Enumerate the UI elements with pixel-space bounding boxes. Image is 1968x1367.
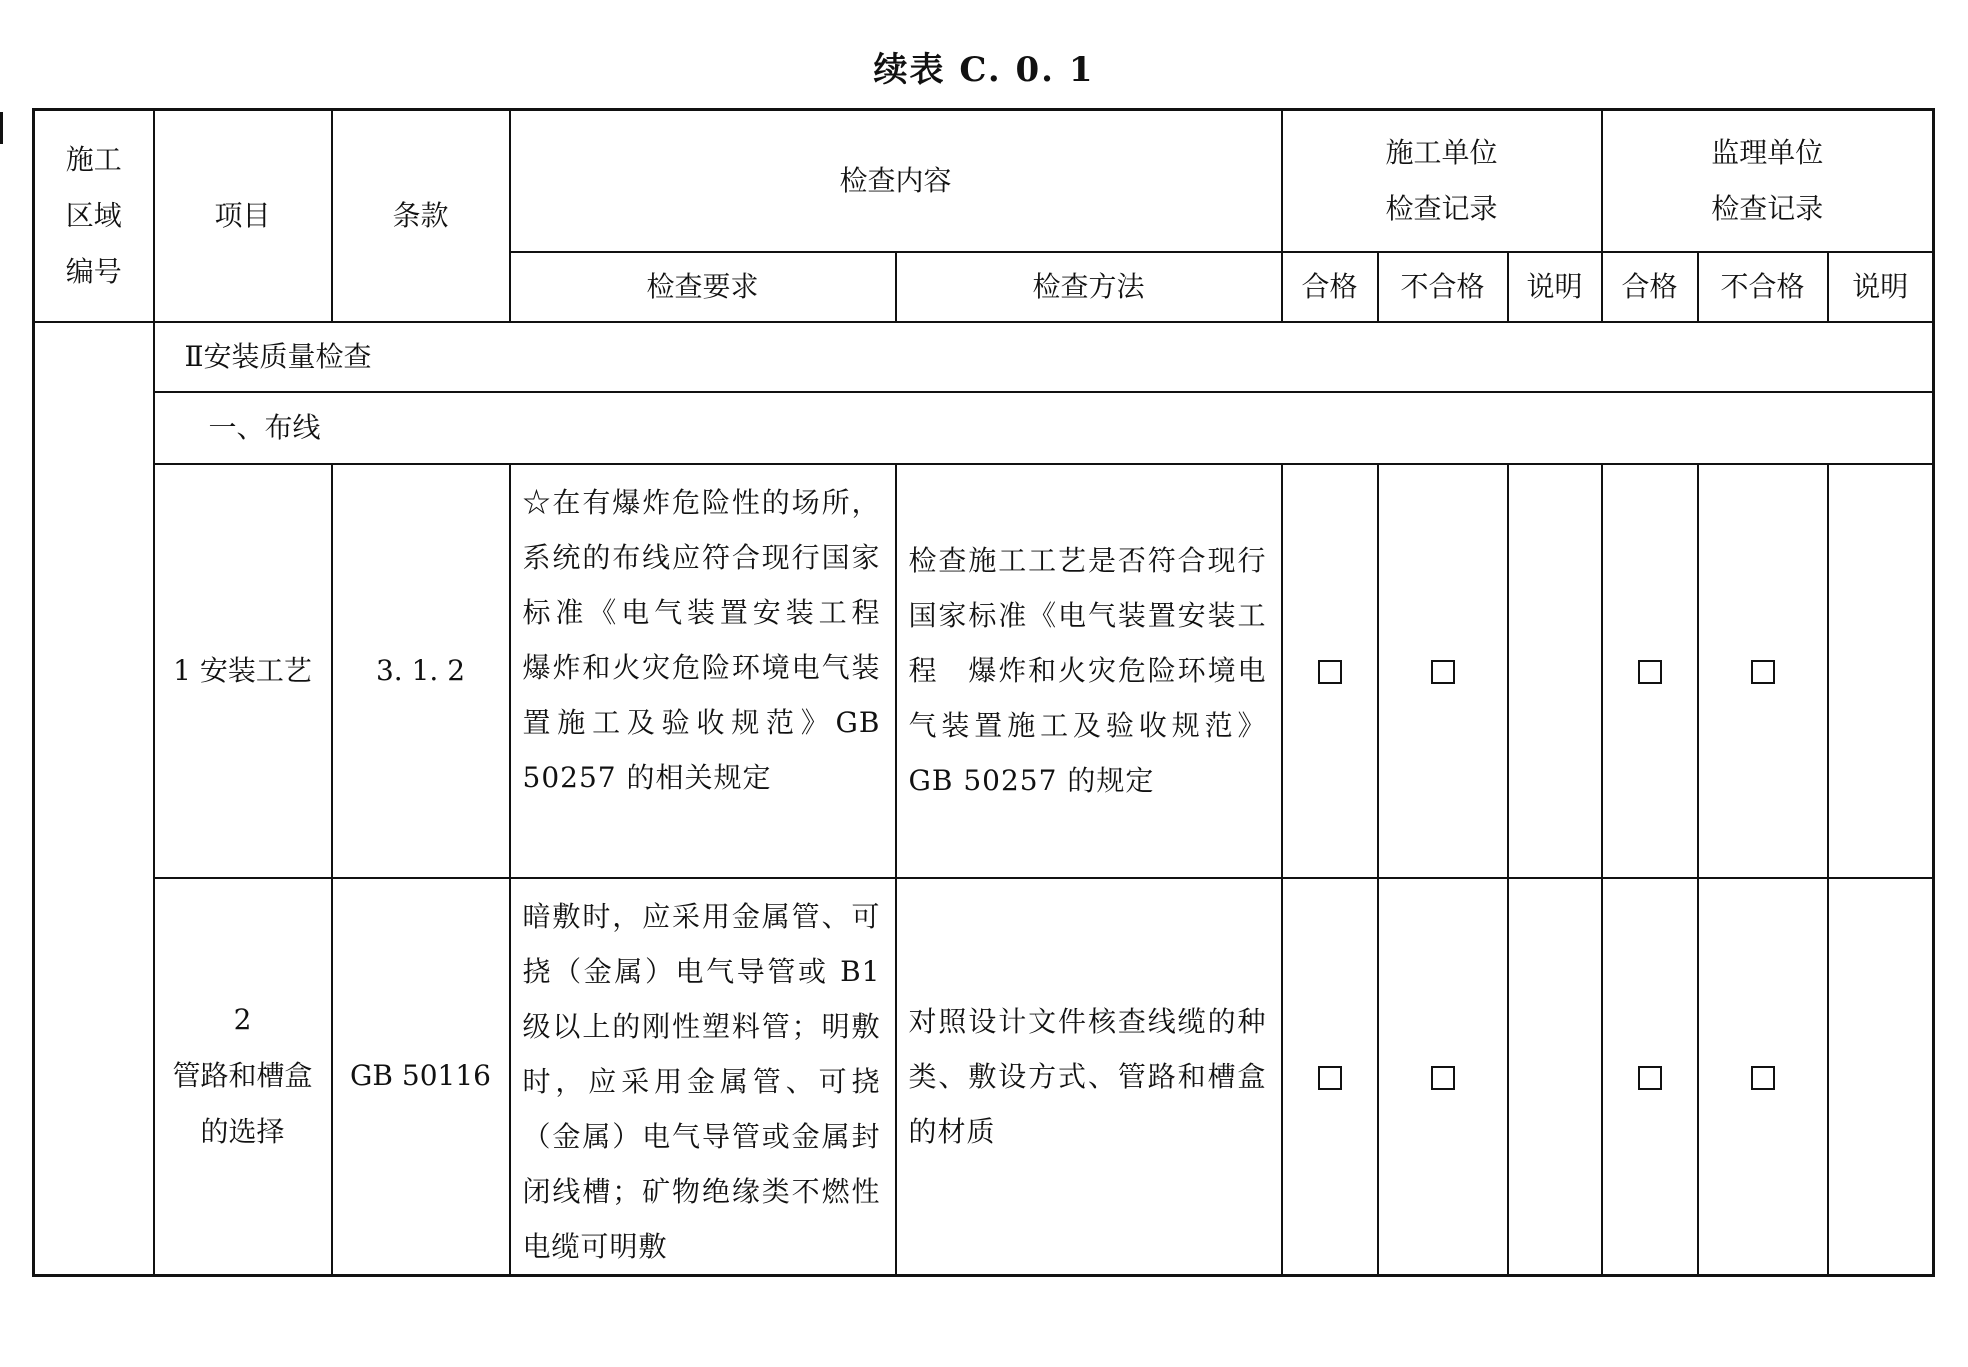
- row-2-item: [154, 878, 332, 1276]
- row-1-contractor-note[interactable]: [1508, 464, 1602, 878]
- row-1-contractor-fail[interactable]: [1378, 464, 1508, 878]
- header-supervisor-line-2: 检查记录: [1711, 191, 1824, 225]
- header-item: 项目: [154, 110, 332, 322]
- row-1-item-line-1: 1 安装工艺: [173, 653, 312, 687]
- subsection-title: 一、布线: [154, 392, 1934, 464]
- header-supervisor-note: 说明: [1828, 252, 1934, 322]
- header-area-code-line-2: 区域: [65, 198, 122, 232]
- checkbox-icon[interactable]: [1638, 1066, 1662, 1090]
- inspection-table: [32, 108, 1935, 1277]
- header-contractor-record: [1282, 110, 1602, 252]
- row-1-contractor-pass[interactable]: [1282, 464, 1378, 878]
- checkbox-icon[interactable]: [1751, 660, 1775, 684]
- subsection-row: [34, 392, 1934, 464]
- row-2-supervisor-note[interactable]: [1828, 878, 1934, 1276]
- header-method: 检查方法: [896, 252, 1282, 322]
- header-contractor-line-1: 施工单位: [1385, 135, 1498, 169]
- section-title: Ⅱ安装质量检查: [154, 322, 1934, 392]
- header-contractor-line-2: 检查记录: [1385, 191, 1498, 225]
- checkbox-icon[interactable]: [1318, 1066, 1342, 1090]
- row-2-requirement: 暗敷时，应采用金属管、可挠（金属）电气导管或 B1 级以上的刚性塑料管；明敷时，应采用金属管、可挠（金属）电气导管或金属封闭线槽；矿物绝缘类不燃性电缆可明敷: [510, 878, 896, 1276]
- header-content: 检查内容: [510, 110, 1282, 252]
- table-row: [34, 878, 1934, 1276]
- page-title: 续表 C. 0. 1: [873, 50, 1095, 90]
- row-1-requirement: ☆在有爆炸危险性的场所，系统的布线应符合现行国家标准《电气装置安装工程 爆炸和火灾危险环境电气装置施工及验收规范》GB 50257 的相关规定: [510, 464, 896, 878]
- row-1-supervisor-fail[interactable]: [1698, 464, 1828, 878]
- row-2-contractor-note[interactable]: [1508, 878, 1602, 1276]
- checkbox-icon[interactable]: [1638, 660, 1662, 684]
- checkbox-icon[interactable]: [1318, 660, 1342, 684]
- header-area-code: [34, 110, 154, 322]
- row-2-method: 对照设计文件核查线缆的种类、敷设方式、管路和槽盒的材质: [896, 878, 1282, 1276]
- row-2-contractor-pass[interactable]: [1282, 878, 1378, 1276]
- header-clause: 条款: [332, 110, 510, 322]
- header-supervisor-record: [1602, 110, 1934, 252]
- row-1-method: 检查施工工艺是否符合现行国家标准《电气装置安装工程 爆炸和火灾危险环境电气装置施工及验收规范》GB 50257 的规定: [896, 464, 1282, 878]
- row-1-supervisor-pass[interactable]: [1602, 464, 1698, 878]
- header-contractor-fail: 不合格: [1378, 252, 1508, 322]
- row-2-item-line-1: 2: [233, 1003, 252, 1036]
- header-row-top: [34, 110, 1934, 252]
- area-code-cell: [34, 322, 154, 1276]
- row-2-contractor-fail[interactable]: [1378, 878, 1508, 1276]
- row-1-item: [154, 464, 332, 878]
- header-area-code-line-3: 编号: [65, 254, 122, 288]
- checkbox-icon[interactable]: [1751, 1066, 1775, 1090]
- header-requirement: 检查要求: [510, 252, 896, 322]
- table-row: [34, 464, 1934, 878]
- header-supervisor-fail: 不合格: [1698, 252, 1828, 322]
- header-contractor-note: 说明: [1508, 252, 1602, 322]
- row-2-supervisor-fail[interactable]: [1698, 878, 1828, 1276]
- row-2-item-line-2: 管路和槽盒: [172, 1059, 313, 1092]
- row-2-clause: GB 50116: [332, 878, 510, 1276]
- checkbox-icon[interactable]: [1431, 660, 1455, 684]
- section-row: [34, 322, 1934, 392]
- row-2-supervisor-pass[interactable]: [1602, 878, 1698, 1276]
- header-supervisor-line-1: 监理单位: [1711, 135, 1824, 169]
- page-edge-mark: [0, 112, 9, 144]
- row-2-item-line-3: 的选择: [200, 1115, 285, 1148]
- row-1-supervisor-note[interactable]: [1828, 464, 1934, 878]
- row-1-clause: 3. 1. 2: [332, 464, 510, 878]
- header-contractor-pass: 合格: [1282, 252, 1378, 322]
- header-supervisor-pass: 合格: [1602, 252, 1698, 322]
- header-area-code-line-1: 施工: [65, 142, 122, 176]
- checkbox-icon[interactable]: [1431, 1066, 1455, 1090]
